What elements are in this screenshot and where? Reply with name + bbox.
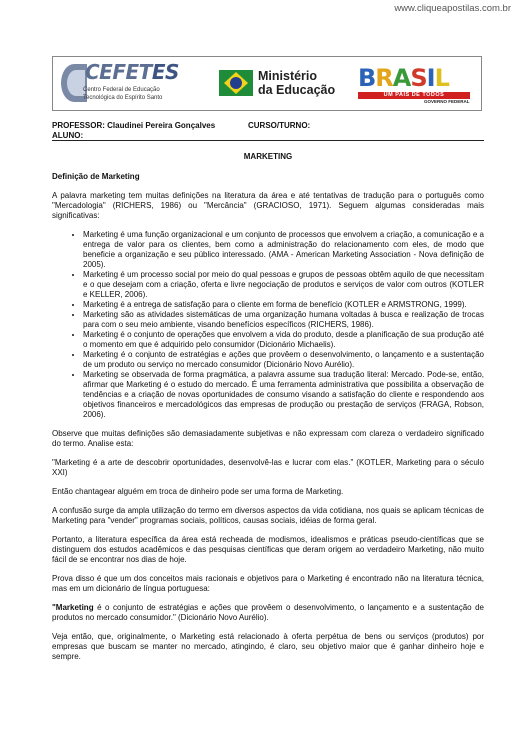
brasil-wordmark <box>358 65 449 91</box>
brasil-letter: S <box>410 64 427 92</box>
brasil-letter: L <box>434 64 449 92</box>
section-heading: Definição de Marketing <box>52 172 140 181</box>
definition-item: • Marketing é o conjunto de operações que envolvem a vida do produto, desde a planificação de sua produção até o momento em que é adquirido pelo consumidor (Dicionário Michaelis). <box>83 330 484 350</box>
body-paragraph: Observe que muitas definições são demasiadamente subjetivas e não expressam com clareza o verdadeiro significado do termo. Analise esta: <box>52 429 484 448</box>
course-shift-label: CURSO/TURNO: <box>248 121 311 130</box>
definition-item: • Marketing é o conjunto de estratégias e ações que provêem o desenvolvimento, o lançamento e a sustentação de um produto ou serviço no mercado consumidor (Dicionário Novo Aurélio). <box>83 350 484 370</box>
definition-item: • Marketing é um processo social por meio do qual pessoas e grupos de pessoas obtêm aquilo de que necessitam e o que desejam com a criação, oferta e livre negociação de produtos e serviços de valor com outros (KOTLER e KELLER, 2006). <box>83 270 484 300</box>
brasil-letter: I <box>426 64 435 92</box>
dictionary-definition <box>52 603 484 623</box>
quote-paragraph: "Marketing é a arte de descobrir oportunidades, desenvolvê-las e lucrar com elas." (KOTLER, Marketing para o século XXI) <box>52 458 484 477</box>
institution-logo-banner <box>52 56 482 111</box>
brazil-flag-icon <box>219 70 253 96</box>
definition-item: • Marketing é a entrega de satisfação para o cliente em forma de benefício (KOTLER e ARMSTRONG, 1999). <box>83 300 484 310</box>
cefetes-wordmark-a: CEFET <box>85 60 152 84</box>
brasil-logo <box>358 65 474 105</box>
header-divider <box>52 140 484 141</box>
body-paragraph: Veja então, que, originalmente, o Marketing está relacionado à oferta perpétua de bens ou serviços (produtos) por empresas que buscam se manter no mercado, atingindo, é claro, seu objetivo maior que é ganhar dinheiro hoje e sempre. <box>52 632 484 661</box>
definition-item: • Marketing se observada de forma pragmática, a palavra assume sua tradução literal: Mercado. Pode-se, então, afirmar que Marketing é o estudo do mercado. É uma ferramenta administrativa que possibilita a observação de tendências e a criação de novas oportunidades de consumo visando a satisfação do cliente e respondendo aos objetivos financeiros e mercadológicos das empresas de produção ou prestação de serviços (FRAGA, Robson, 2006). <box>83 370 484 420</box>
student-label: ALUNO: <box>52 130 84 140</box>
definition-text: é o conjunto de estratégias e ações que provêem o desenvolvimento, o lançamento e a sustentação de produtos no mercado consumidor." (Dicionário Novo Aurélio). <box>52 603 484 622</box>
professor-label: PROFESSOR: Claudinei Pereira Gonçalves <box>52 121 216 130</box>
cefetes-line-2: Tecnológica do Espírito Santo <box>83 95 163 101</box>
cefetes-wordmark-b: ES <box>151 60 179 84</box>
document-header <box>52 121 484 140</box>
cefetes-wordmark <box>85 60 179 84</box>
brasil-letter: B <box>358 64 376 92</box>
brasil-letter: R <box>375 64 393 92</box>
definitions-list <box>52 230 484 420</box>
body-paragraph: Portanto, a literatura específica da área está recheada de modismos, idealismos e práticas pseudo-científicas que se distinguem dos estudos acadêmicos e das pesquisas científicas que deram origem ao verdadeiro Marketing, não muito fácil de se encontrar nos dias de hoje. <box>52 535 484 564</box>
definition-item: • Marketing é uma função organizacional e um conjunto de processos que envolvem a criação, a comunicação e a entrega de valor para os clientes, bem como a administração do relacionamento com eles, de modo que beneficie a organização e seu público interessado. (AMA - American Marketing Association - Nova definição de 2005). <box>83 230 484 270</box>
ministry-line-1: Ministério <box>258 69 318 83</box>
body-paragraph: Prova disso é que um dos conceitos mais racionais e objetivos para o Marketing é encontrado não na literatura técnica, mas em um dicionário de língua portuguesa: <box>52 574 484 593</box>
brasil-slogan: UM PAÍS DE TODOS <box>358 92 470 99</box>
brasil-letter: A <box>392 64 411 92</box>
flag-globe <box>230 77 242 89</box>
intro-paragraph: A palavra marketing tem muitas definições na literatura da área e até tentativas de tradução para o português como "Mercadologia" (RICHERS, 1986) ou "Mercância" (GRACIOSO, 1971). Seguem algumas consideradas mais significativas: <box>52 191 484 220</box>
ministry-name <box>258 69 335 97</box>
document-body <box>52 152 484 671</box>
body-paragraph: Então chantagear alguém em troca de dinheiro pode ser uma forma de Marketing. <box>52 487 344 496</box>
cefetes-logo <box>61 60 211 108</box>
definition-term: "Marketing <box>52 603 94 612</box>
page-title: MARKETING <box>243 152 293 161</box>
body-paragraph: A confusão surge da ampla utilização do termo em diversos aspectos da vida cotidiana, nos quais se aplicam técnicas de Marketing para "vender" programas sociais, políticos, causas sociais, idéias de forma geral. <box>52 506 484 525</box>
cefetes-line-1: Centro Federal de Educação <box>83 87 160 93</box>
ministry-line-2: da Educação <box>258 83 336 97</box>
brasil-gov-label: GOVERNO FEDERAL <box>424 99 470 104</box>
definition-item: • Marketing são as atividades sistemáticas de uma organização humana voltadas à busca e realização de trocas para com o seu meio ambiente, visando benefícios específicos (RICHERS, 1986). <box>83 310 484 330</box>
watermark-url: www.cliqueapostilas.com.br <box>394 3 511 14</box>
